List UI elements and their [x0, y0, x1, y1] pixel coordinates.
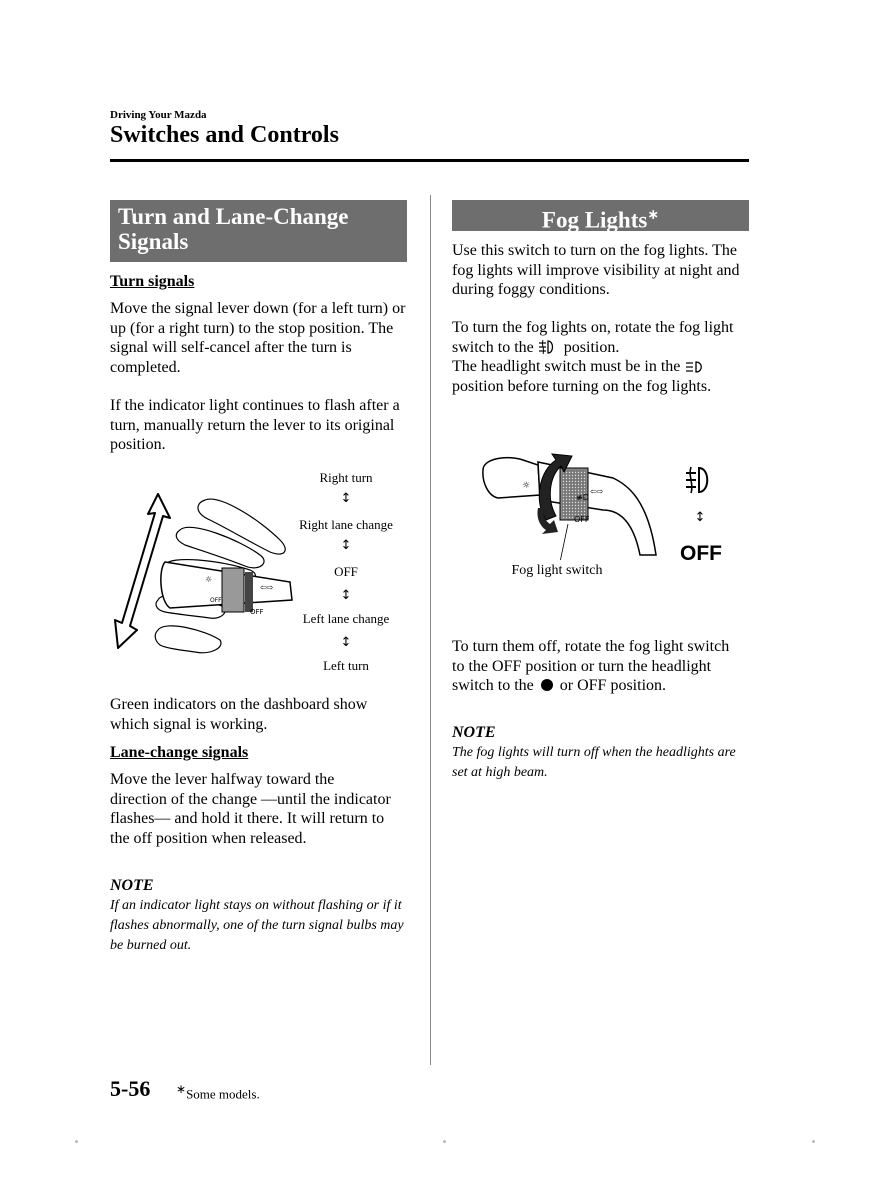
subheading-turn-signals: Turn signals — [110, 273, 195, 290]
section-heading-turn-signals: Turn and Lane-Change Signals — [110, 200, 407, 262]
label-right-lane-change: Right lane change — [299, 517, 393, 532]
paragraph-turn-signals: Move the signal lever down (for a left turn) or up (for a right turn) to the stop position. The signal will self-cancel after the turn is completed. — [110, 300, 406, 376]
print-mark — [443, 1140, 446, 1143]
headlight-off-dot-icon — [541, 679, 553, 691]
print-mark — [812, 1140, 815, 1143]
asterisk-icon: ∗ — [647, 207, 660, 223]
label-off: OFF — [334, 564, 358, 579]
svg-text:OFF: OFF — [250, 608, 264, 616]
paragraph-headlight-requirement: The headlight switch must be in the position before turning on the fog lights. — [452, 358, 712, 395]
fog-light-switch-illustration — [478, 450, 668, 560]
column-divider — [430, 195, 431, 1065]
page-title: Switches and Controls — [110, 122, 339, 148]
page-number: 5-56 — [110, 1076, 151, 1101]
fog-light-icon — [538, 339, 560, 355]
svg-text:OFF: OFF — [210, 597, 222, 604]
label-left-lane-change: Left lane change — [302, 611, 390, 626]
headlight-icon — [684, 360, 706, 374]
header-rule — [110, 159, 749, 162]
print-mark — [75, 1140, 78, 1143]
footnote: ∗Some models. — [176, 1082, 260, 1102]
label-right-turn: Right turn — [319, 470, 373, 485]
svg-text:⇦⇨: ⇦⇨ — [590, 487, 604, 496]
paragraph-fog-intro: Use this switch to turn on the fog lights. The fog lights will improve visibility at night and during foggy conditions. — [452, 242, 740, 298]
note-text: If an indicator light stays on without flashing or if it flashes abnormally, one of the turn signal bulbs may be burned out. — [110, 898, 404, 953]
svg-text:OFF: OFF — [574, 515, 590, 524]
paragraph-fog-on: To turn the fog lights on, rotate the fog light switch to the position. — [452, 319, 734, 356]
label-left-turn: Left turn — [323, 658, 369, 673]
arrow-icon: ↕ — [340, 491, 352, 506]
paragraph-lane-change: Move the lever halfway toward the direction of the change —until the indicator flashes— and hold it there. It will return to the off position when released. — [110, 771, 391, 847]
paragraph-fog-off: To turn them off, rotate the fog light switch to the OFF position or turn the headlight switch to the or OFF position. — [452, 638, 730, 694]
svg-text:☼: ☼ — [522, 481, 531, 491]
svg-text:⇦⇨: ⇦⇨ — [260, 583, 274, 592]
arrow-icon: ↕ — [340, 538, 352, 553]
arrow-icon: ↕ — [340, 635, 352, 650]
fog-light-icon — [684, 464, 716, 496]
signal-lever-illustration — [110, 490, 305, 665]
note-heading: NOTE — [452, 724, 496, 741]
subheading-lane-change: Lane-change signals — [110, 744, 249, 761]
svg-text:≢D: ≢D — [576, 493, 589, 502]
paragraph-indicator-flash: If the indicator light continues to flash after a turn, manually return the lever to its original position. — [110, 397, 400, 453]
section-heading-fog-lights — [452, 200, 749, 231]
arrow-icon: ↕ — [694, 510, 706, 525]
asterisk-icon: ∗ — [176, 1082, 187, 1096]
svg-text:☼: ☼ — [205, 575, 213, 584]
paragraph-green-indicators: Green indicators on the dashboard show which signal is working. — [110, 696, 368, 733]
heading-text: Fog Lights — [541, 207, 648, 233]
chapter-title: Driving Your Mazda — [110, 109, 207, 121]
label-fog-light-switch: Fog light switch — [511, 563, 603, 578]
off-position-label: OFF — [680, 542, 722, 565]
arrow-icon: ↕ — [340, 588, 352, 603]
note-heading: NOTE — [110, 877, 154, 894]
note-text: The fog lights will turn off when the headlights are set at high beam. — [452, 745, 736, 780]
